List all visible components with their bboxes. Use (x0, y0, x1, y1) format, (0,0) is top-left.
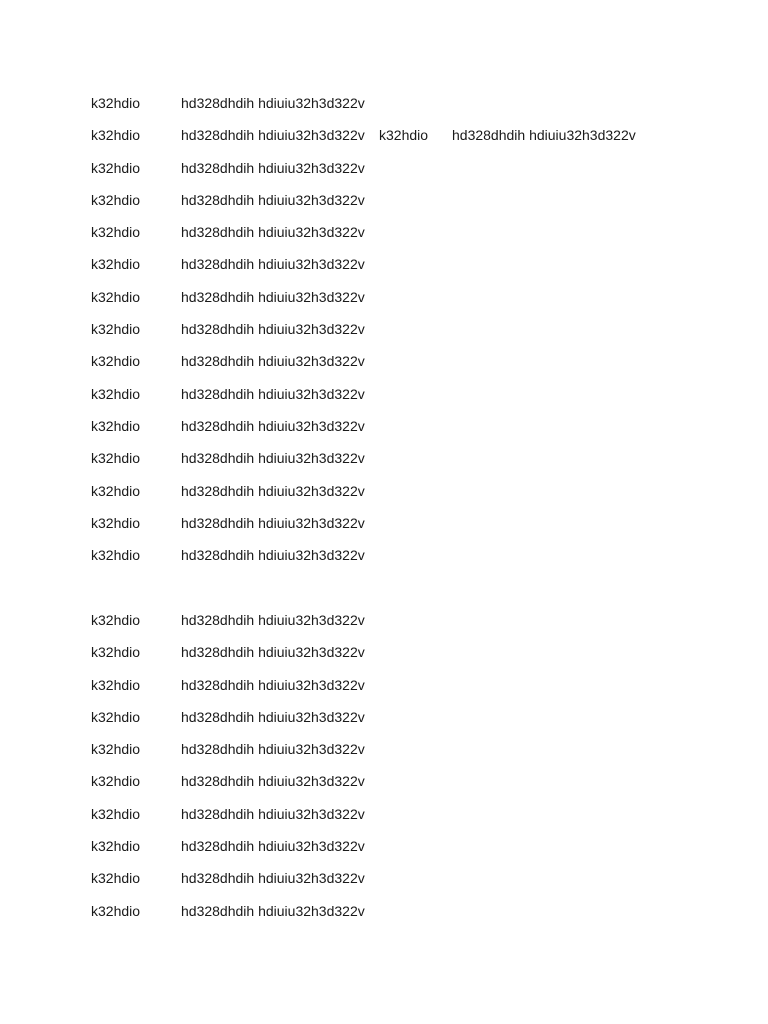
row-code: k32hdio (91, 482, 141, 499)
row-text: hd328dhdih hdiuiu32h3d322v (181, 288, 365, 305)
row-text: hd328dhdih hdiuiu32h3d322v (181, 191, 365, 208)
text-row (91, 288, 711, 320)
text-row (91, 805, 711, 837)
row-text: hd328dhdih hdiuiu32h3d322v (181, 224, 365, 241)
text-row (91, 385, 711, 417)
row-code: k32hdio (91, 838, 141, 855)
text-block-1 (91, 94, 711, 578)
text-row (91, 611, 711, 643)
text-row (91, 740, 711, 772)
row-code: k32hdio (91, 95, 141, 111)
text-row (91, 159, 711, 191)
row-text: hd328dhdih hdiuiu32h3d322v (181, 353, 365, 370)
text-row (91, 676, 711, 708)
row-text: hd328dhdih hdiuiu32h3d322v (181, 773, 365, 790)
row-code: k32hdio (91, 224, 141, 241)
text-row (91, 320, 711, 352)
text-block-2 (91, 611, 711, 934)
row-code: k32hdio (91, 547, 141, 564)
row-text: hd328dhdih hdiuiu32h3d322v (181, 741, 365, 758)
text-row (91, 837, 711, 869)
row-code: k32hdio (91, 676, 141, 693)
row-text: hd328dhdih hdiuiu32h3d322v (181, 547, 365, 564)
text-row (91, 223, 711, 255)
text-row (91, 94, 711, 126)
row-code: k32hdio (91, 612, 141, 628)
row-text: hd328dhdih hdiuiu32h3d322v (181, 450, 365, 467)
text-row (91, 869, 711, 901)
row-text: hd328dhdih hdiuiu32h3d322v (181, 127, 365, 144)
row-code: k32hdio (91, 127, 141, 144)
text-row (91, 772, 711, 804)
row-code: k32hdio (91, 191, 141, 208)
row-code: k32hdio (91, 741, 141, 758)
text-row (91, 126, 711, 158)
text-row (91, 191, 711, 223)
text-row (91, 417, 711, 449)
text-row (91, 449, 711, 481)
row-text: hd328dhdih hdiuiu32h3d322v (181, 644, 365, 661)
row-text: hd328dhdih hdiuiu32h3d322v (181, 256, 365, 273)
row-text: hd328dhdih hdiuiu32h3d322v (181, 708, 365, 725)
row-code: k32hdio (91, 256, 141, 273)
row-text: hd328dhdih hdiuiu32h3d322v (181, 676, 365, 693)
row-text: hd328dhdih hdiuiu32h3d322v (181, 612, 365, 628)
row-text: hd328dhdih hdiuiu32h3d322v (181, 95, 365, 111)
row-code: k32hdio (91, 159, 141, 176)
row-code: k32hdio (91, 773, 141, 790)
row-code: k32hdio (91, 870, 141, 887)
row-text: hd328dhdih hdiuiu32h3d322v (181, 385, 365, 402)
row-code: k32hdio (91, 417, 141, 434)
row-code: k32hdio (91, 902, 141, 919)
row-text-extra: hd328dhdih hdiuiu32h3d322v (452, 127, 636, 144)
text-row (91, 546, 711, 578)
text-row (91, 514, 711, 546)
text-row (91, 482, 711, 514)
row-code: k32hdio (91, 321, 141, 338)
row-code: k32hdio (91, 385, 141, 402)
row-text: hd328dhdih hdiuiu32h3d322v (181, 514, 365, 531)
row-text: hd328dhdih hdiuiu32h3d322v (181, 902, 365, 919)
row-text: hd328dhdih hdiuiu32h3d322v (181, 321, 365, 338)
row-code-extra: k32hdio (379, 127, 429, 144)
text-row (91, 708, 711, 740)
row-code: k32hdio (91, 708, 141, 725)
text-row (91, 352, 711, 384)
text-row (91, 255, 711, 287)
row-code: k32hdio (91, 353, 141, 370)
row-code: k32hdio (91, 288, 141, 305)
row-code: k32hdio (91, 805, 141, 822)
row-text: hd328dhdih hdiuiu32h3d322v (181, 482, 365, 499)
row-text: hd328dhdih hdiuiu32h3d322v (181, 838, 365, 855)
row-text: hd328dhdih hdiuiu32h3d322v (181, 159, 365, 176)
text-row (91, 902, 711, 934)
text-row (91, 643, 711, 675)
row-code: k32hdio (91, 514, 141, 531)
row-text: hd328dhdih hdiuiu32h3d322v (181, 417, 365, 434)
row-text: hd328dhdih hdiuiu32h3d322v (181, 805, 365, 822)
row-text: hd328dhdih hdiuiu32h3d322v (181, 870, 365, 887)
row-code: k32hdio (91, 450, 141, 467)
row-code: k32hdio (91, 644, 141, 661)
